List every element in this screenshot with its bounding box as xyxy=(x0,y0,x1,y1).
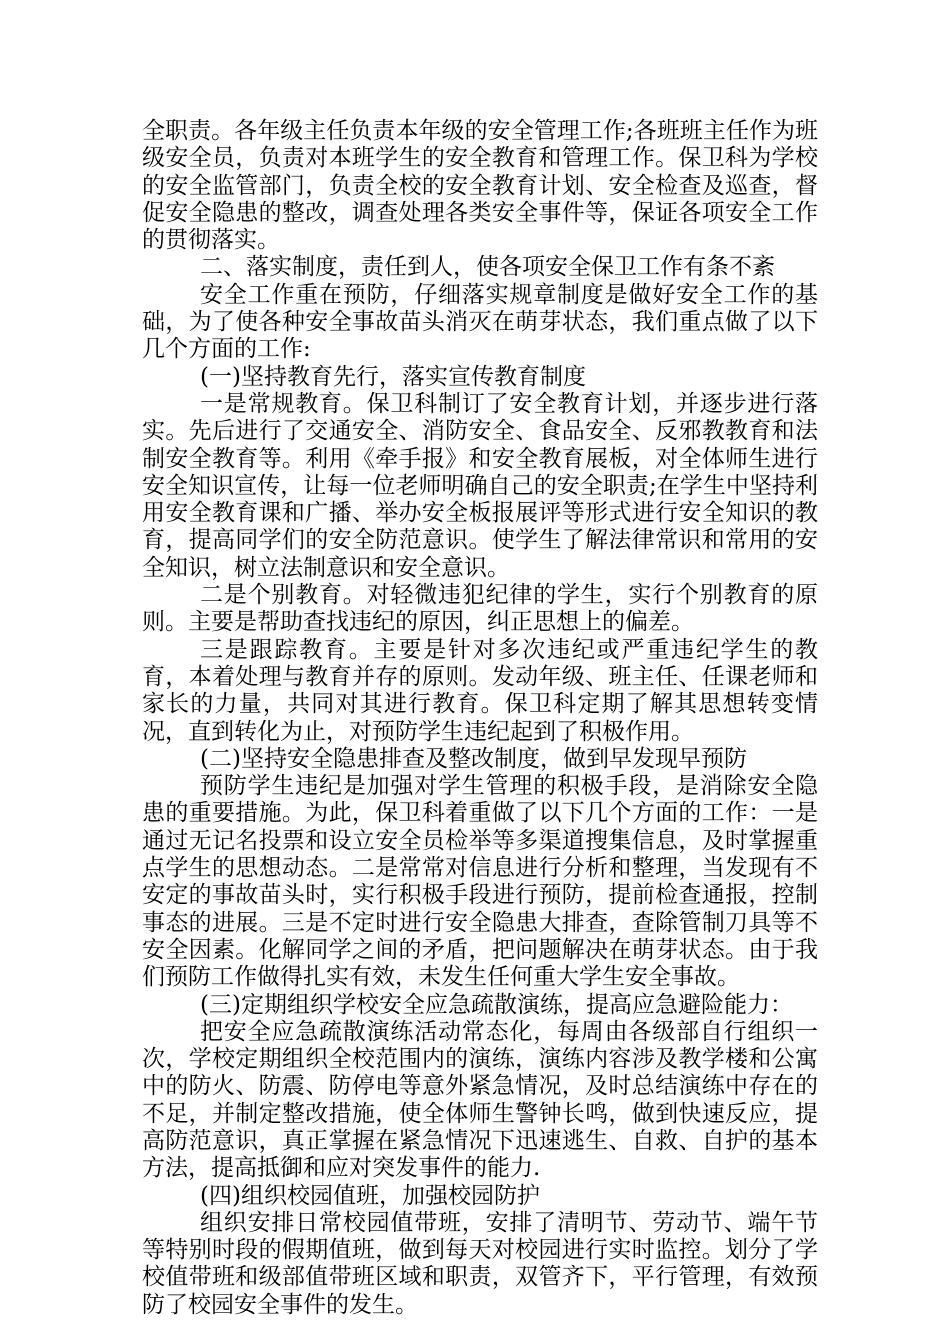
subsection-heading-3: (三)定期组织学校安全应急疏散演练，提高应急避险能力： xyxy=(200,991,793,1018)
paragraph: 二是个别教育。对轻微违犯纪律的学生，实行个别教育的原则。主要是帮助查找违纪的原因，纠正思想上的偏差。 xyxy=(142,582,818,636)
paragraph: 把安全应急疏散演练活动常态化，每周由各级部自行组织一次，学校定期组织全校范围内的演练，演练内容涉及教学楼和公寓中的防火、防震、防停电等意外紧急情况，及时总结演练中存在的不足，并制定整改措施，使全体师生警钟长鸣，做到快速反应，提高防范意识，真正掌握在紧急情况下迅速逃生、自救、自护的基本方法，提高抵御和应对突发事件的能力. xyxy=(142,1018,818,1182)
paragraph-continuation: 全职责。各年级主任负责本年级的安全管理工作;各班班主任作为班级安全员，负责对本班学生的安全教育和管理工作。保卫科为学校的安全监管部门，负责全校的安全教育计划、安全检查及巡查，督促安全隐患的整改，调查处理各类安全事件等，保证各项安全工作的贯彻落实。 xyxy=(142,118,818,254)
subsection-heading-4: (四)组织校园值班，加强校园防护 xyxy=(200,1182,540,1209)
paragraph: 安全工作重在预防，仔细落实规章制度是做好安全工作的基础，为了使各种安全事故苗头消灭在萌芽状态，我们重点做了以下几个方面的工作: xyxy=(142,281,818,363)
paragraph: 预防学生违纪是加强对学生管理的积极手段，是消除安全隐患的重要措施。为此，保卫科着重做了以下几个方面的工作：一是通过无记名投票和设立安全员检举等多渠道搜集信息，及时掌握重点学生的思想动态。二是常常对信息进行分析和整理，当发现有不安定的事故苗头时，实行积极手段进行预防，提前检查通报，控制事态的进展。三是不定时进行安全隐患大排查，查除管制刀具等不安全因素。化解同学之间的矛盾，把问题解决在萌芽状态。由于我们预防工作做得扎实有效，未发生任何重大学生安全事故。 xyxy=(142,773,818,991)
subsection-heading-2: (二)坚持安全隐患排查及整改制度，做到早发现早预防 xyxy=(200,745,747,772)
section-heading-2: 二、落实制度，责任到人，使各项安全保卫工作有条不紊 xyxy=(200,254,775,281)
paragraph: 三是跟踪教育。主要是针对多次违纪或严重违纪学生的教育，本着处理与教育并存的原则。发动年级、班主任、任课老师和家长的力量，共同对其进行教育。保卫科定期了解其思想转变情况，直到转化为止，对预防学生违纪起到了积极作用。 xyxy=(142,636,818,745)
paragraph: 组织安排日常校园值带班，安排了清明节、劳动节、端午节等特别时段的假期值班，做到每天对校园进行实时监控。划分了学校值带班和级部值带班区域和职责，双管齐下，平行管理，有效预防了校园安全事件的发生。 xyxy=(142,1209,818,1318)
document-page xyxy=(142,118,818,1319)
paragraph: 一是常规教育。保卫科制订了安全教育计划，并逐步进行落实。先后进行了交通安全、消防安全、食品安全、反邪教教育和法制安全教育等。利用《牵手报》和安全教育展板，对全体师生进行安全知识宣传，让每一位老师明确自己的安全职责;在学生中坚持利用安全教育课和广播、举办安全板报展评等形式进行安全知识的教育，提高同学们的安全防范意识。使学生了解法律常识和常用的安全知识，树立法制意识和安全意识。 xyxy=(142,390,818,581)
subsection-heading-1: (一)坚持教育先行，落实宣传教育制度 xyxy=(200,363,586,390)
